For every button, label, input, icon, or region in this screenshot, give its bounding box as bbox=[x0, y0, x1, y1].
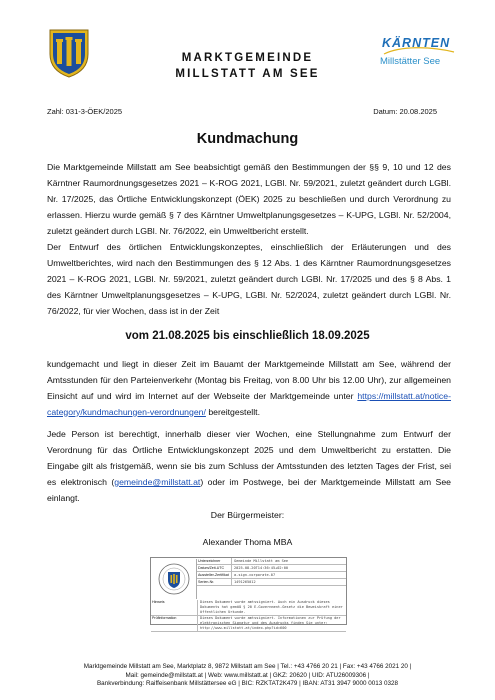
paragraph-2-text: Der Entwurf des örtlichen Entwicklungskonzeptes, einschließlich der Erläuterungen und des Umweltberichtes, wird nach den Bestimmungen des § 12 Abs. 1 des Kärntner Raumordnungsgesetzes 2021 – K-ROG 2021, LGBl. Nr. 59/2021, zuletzt geändert durch LGBl. Nr. 17/2025 und des § 8 Abs. 1 des Kärntner Umweltplanungsgesetzes – K-UPG, LGBl. Nr. 52/2024, zuletzt geändert durch LGBl. Nr. 76/2022, für vier Wochen, dass ist in der Zeit bbox=[47, 242, 451, 316]
stamp-key: Aussteller-Zertifikat bbox=[197, 572, 232, 578]
stamp-info-table bbox=[197, 558, 346, 586]
stamp-row bbox=[151, 616, 346, 632]
stamp-row bbox=[197, 572, 346, 579]
stamp-key: Hinweis bbox=[151, 600, 198, 615]
paragraph-4-tail: ) oder im Postwege, bei der Marktgemeinde Millstatt am See einlangt. bbox=[47, 476, 451, 503]
footer-bank: Bankverbindung: Raiffeisenbank Millstättersee eG | BIC: RZKTAT2K479 | IBAN: AT31 3947 9000 0013 0328 bbox=[96, 680, 399, 688]
brand-subtitle: Millstätter See bbox=[380, 56, 441, 67]
stamp-value: a-sign-corporate-07 bbox=[234, 573, 276, 577]
stamp-key: Datum/Zeit-UTC bbox=[197, 565, 232, 571]
official-signature-stamp bbox=[150, 557, 347, 630]
footer-address: Marktgemeinde Millstatt am See, Marktplatz 8, 9872 Millstatt am See | Tel.: +43 4766 20 21 | Fax: +43 4766 2021 20 | bbox=[83, 663, 412, 670]
stamp-row bbox=[197, 558, 346, 565]
municipality-line-1: MARKTGEMEINDE bbox=[181, 52, 314, 64]
paragraph-4 bbox=[47, 427, 451, 507]
document-date: Datum: 20.08.2025 bbox=[373, 107, 437, 116]
stamp-value: 2025-08-20T14:36:45+02:00 bbox=[234, 566, 289, 570]
stamp-row bbox=[197, 579, 346, 586]
stamp-row bbox=[151, 600, 346, 616]
stamp-value: Gemeinde Millstatt am See bbox=[234, 559, 289, 563]
stamp-seal-icon bbox=[152, 559, 196, 599]
brand-logo bbox=[380, 32, 458, 78]
coat-of-arms-icon bbox=[48, 28, 90, 78]
municipality-title bbox=[140, 50, 355, 82]
paragraph-2 bbox=[47, 240, 451, 320]
email-link[interactable]: gemeinde@millstatt.at bbox=[114, 476, 201, 487]
signatory-name: Alexander Thoma MBA bbox=[202, 537, 293, 547]
stamp-value: Dieses Dokument wurde amtssigniert. Informationen zur Prüfung der elektronischen Signatur und des Ausdrucks finden Sie unter: http://www.millstatt.at/index.php?id=600 bbox=[200, 616, 341, 630]
stamp-logo bbox=[152, 559, 197, 599]
signature-label: Der Bürgermeister: bbox=[210, 510, 285, 520]
municipality-line-2: MILLSTATT AM SEE bbox=[175, 68, 320, 80]
paragraph-3-text: kundgemacht und liegt in dieser Zeit im Bauamt der Marktgemeinde Millstatt am See, während der Amtsstunden für den Parteienverkehr (Montag bis Freitag, von 8.00 Uhr bis 12.00 Uhr), zur allgemeinen Einsicht auf und wird im Internet auf der Webseite der Marktgemeinde unter bbox=[47, 359, 451, 401]
footer-contact: Mail: gemeinde@millstatt.at | Web: www.millstatt.at | GKZ: 20620 | UID: ATU26009306 | bbox=[125, 671, 370, 679]
stamp-key: Prüfinformation bbox=[151, 616, 198, 631]
stamp-value: 1491265012 bbox=[234, 580, 256, 584]
letterhead bbox=[0, 0, 495, 100]
brand-wordmark: KÄRNTEN bbox=[382, 36, 451, 50]
stamp-notes bbox=[151, 600, 346, 632]
paragraph-3-tail: bereitgestellt. bbox=[205, 406, 260, 417]
paragraph-3 bbox=[47, 357, 451, 421]
kundmachungen-link[interactable]: https://millstatt.at/notice-category/kundmachungen-verordnungen/ bbox=[47, 390, 451, 417]
page-title: Kundmachung bbox=[196, 131, 299, 147]
reference-number: Zahl: 031-3-ÖEK/2025 bbox=[47, 107, 123, 116]
paragraph-1 bbox=[47, 160, 451, 240]
stamp-key: Serien-Nr. bbox=[197, 579, 232, 585]
footer bbox=[0, 663, 495, 689]
stamp-value: Dieses Dokument wurde amtssigniert. Auch ein Ausdruck dieses Dokuments hat gemäß § 20 E-Government-Gesetz die Beweiskraft einer öffentlichen Urkunde. bbox=[200, 600, 343, 614]
paragraph-1-text: Die Marktgemeinde Millstatt am See beabsichtigt gemäß den Bestimmungen der §§ 9, 10 und 12 des Kärntner Raumordnungsgesetzes 2021 – K-ROG 2021, LGBl. Nr. 59/2021, zuletzt geändert durch LGBl. Nr. 17/2025, das Örtliche Entwicklungskonzept (ÖEK) 2025 zu beschließen und durch Verordnung zu erlassen. Hierzu wurde gemäß § 7 des Kärntner Umweltplanungsgesetzes – K-UPG, LGBl. Nr. 52/2004, zuletzt geändert durch LGBl. Nr. 76/2022, ein Umweltbericht erstellt. bbox=[47, 162, 451, 236]
paragraph-4-text: Jede Person ist berechtigt, innerhalb dieser vier Wochen, eine Stellungnahme zum Entwurf der Verordnung für das Örtliche Entwicklungskonzept 2025 und dem Umweltbericht zu erstatten. Die Eingabe gilt als fristgemäß, wenn sie bis zum Schluss der Amtsstunden des letzten Tages der Frist, sei es elektronisch ( bbox=[47, 429, 451, 487]
stamp-row bbox=[197, 565, 346, 572]
stamp-key: Unterzeichner bbox=[197, 558, 232, 564]
display-period: vom 21.08.2025 bis einschließlich 18.09.2025 bbox=[125, 330, 370, 342]
